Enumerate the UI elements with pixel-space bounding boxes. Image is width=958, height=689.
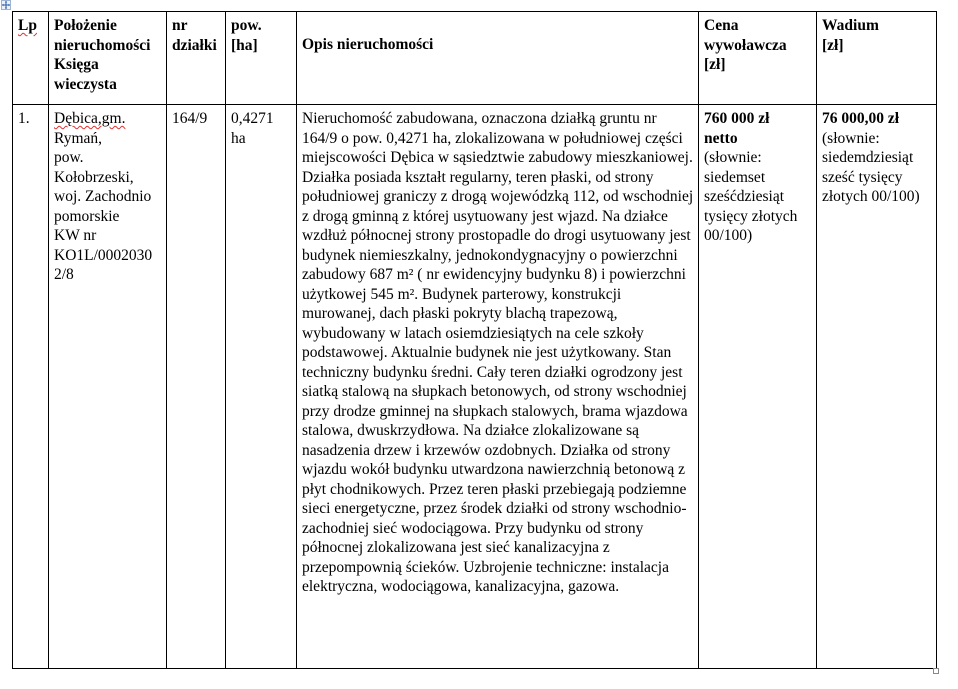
cell-description: Nieruchomość zabudowana, oznaczona działką gruntu nr 164/9 o pow. 0,4271 ha, zlokalizowana w południowej części miejscowości Dębica w sąsiedztwie zabudowy mieszkaniowej. Działka posiada kształt regularny, teren płaski, od strony południowej graniczy z drogą wojewódzką 112, od wschodniej z drogą gminną z której usytuowany jest wjazd. Na działce wzdłuż północnej strony prostopadle do drogi usytuowany jest budynek niemieszkalny, jednokondygnacyjny o powierzchni zabudowy 687 m² ( nr ewidencyjny budynku 8) i powierzchni użytkowej 545 m². Budynek parterowy, konstrukcji murowanej, dach płaski pokryty blachą trapezową, wybudowany w latach osiemdziesiątych na cele szkoły podstawowej. Aktualnie budynek nie jest użytkowany. Stan techniczny budynku średni. Cały teren działki ogrodzony jest siatką stalową na słupkach betonowych, od strony wschodniej przy drodze gminnej na słupkach stalowych, brama wjazdowa stalowa, dwuskrzydłowa. Na działce zlokalizowane są nasadzenia drzew i krzewów ozdobnych. Działka od strony wjazdu wokół budynku utwardzona nawierzchnią betonową z płyt chodnikowych. Przez teren płaski przebiegają podziemne sieci energetyczne, przez środek działki od strony wschodnio-zachodniej sieć wodociągowa. Przy budynku od strony północnej zlokalizowana jest sieć kanalizacyjna z przepompownią ścieków. Uzbrojenie techniczne: instalacja elektryczna, wodociągowa, kanalizacyjna, gazowa. xyxy=(297,105,699,669)
header-deposit: Wadium [zł] xyxy=(817,12,937,105)
table-move-handle-icon[interactable] xyxy=(1,0,11,10)
location-town: Dębica,gm. xyxy=(54,110,126,127)
cell-lp: 1. xyxy=(13,105,49,669)
table-resize-handle-icon[interactable] xyxy=(933,668,939,674)
price-amount: 760 000 zł netto xyxy=(704,110,770,147)
cell-plot-number: 164/9 xyxy=(167,105,226,669)
header-plot-number: nr działki xyxy=(167,12,226,105)
deposit-in-words: (słownie: siedemdziesiąt sześć tysięcy złotych 00/100) xyxy=(822,129,920,205)
price-in-words: (słownie: siedemset sześćdziesiąt tysięcy złotych 00/100) xyxy=(704,149,798,244)
header-price: Cena wywoławcza [zł] xyxy=(699,12,817,105)
header-description-label: Opis nieruchomości xyxy=(302,36,434,53)
cell-deposit xyxy=(817,105,937,669)
deposit-amount: 76 000,00 zł xyxy=(822,110,900,127)
header-lp xyxy=(13,12,49,105)
header-lp-label: Lp xyxy=(18,17,37,34)
cell-price xyxy=(699,105,817,669)
header-row xyxy=(13,12,937,105)
header-location: Położenie nieruchomości Księga wieczysta xyxy=(49,12,167,105)
property-table xyxy=(12,11,937,669)
header-area: pow. [ha] xyxy=(226,12,297,105)
table-row xyxy=(13,105,937,669)
cell-area: 0,4271 ha xyxy=(226,105,297,669)
location-details: Rymań, pow. Kołobrzeski, woj. Zachodnio pomorskie KW nr KO1L/0002030 2/8 xyxy=(54,129,153,283)
cell-location xyxy=(49,105,167,669)
header-description xyxy=(297,12,699,105)
